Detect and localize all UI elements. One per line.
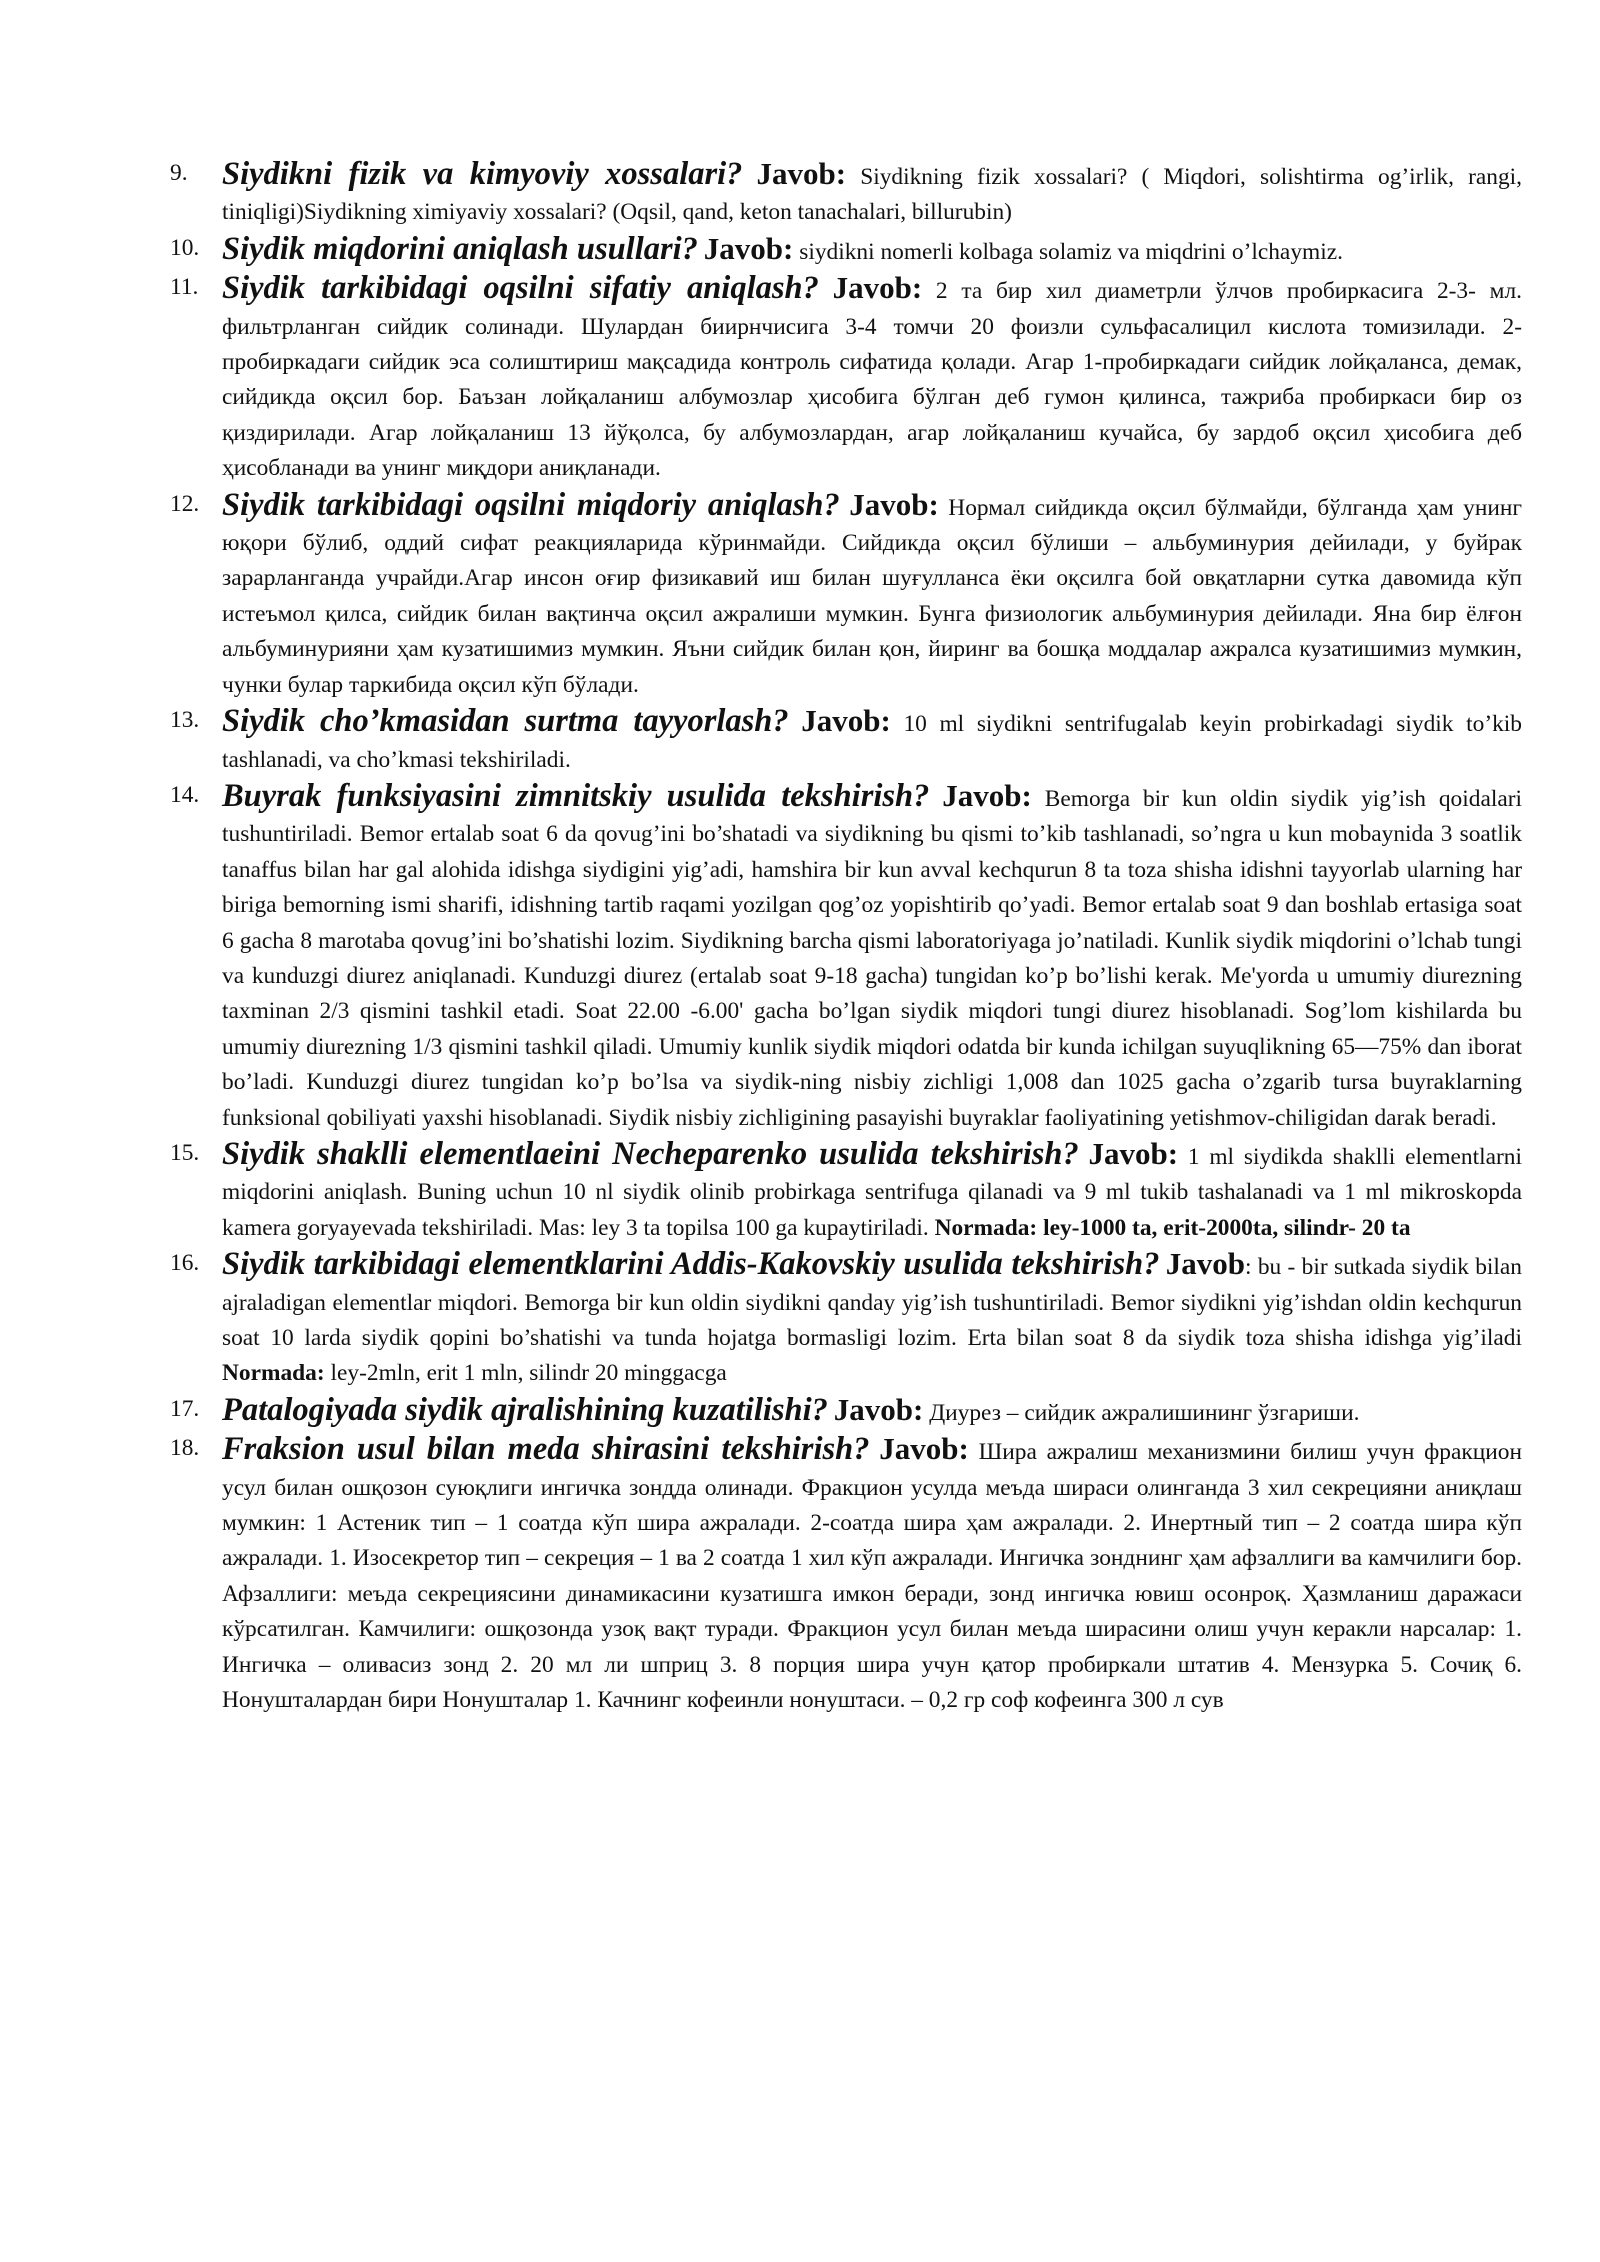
- item-number: 10.: [170, 234, 200, 261]
- item-number: 16.: [170, 1250, 200, 1277]
- answer-label: Javob:: [879, 1431, 969, 1467]
- list-item: [170, 156, 1522, 231]
- item-number: 17.: [170, 1395, 200, 1422]
- question-title: Fraksion usul bilan meda shirasini tekshirish?: [222, 1431, 870, 1468]
- question-title: Siydik shaklli elementlaeini Necheparenko usulida tekshirish?: [222, 1135, 1079, 1172]
- list-item: [170, 1136, 1522, 1246]
- answer-text: 10 ml siydikni sentrifugalab keyin probirkadagi siydik to’kib tashlanadi, va cho’kmasi tekshiriladi.: [222, 711, 1522, 773]
- question-title: Siydik cho’kmasidan surtma tayyorlash?: [222, 703, 789, 740]
- answer-text: Шира ажралиш механизмини билиш учун фракцион усул билан ошқозон суюқлиги ингичка зондда олинади. Фракцион усулда меъда шираси олинганда 3 хил секрецияни аниқлаш мумкин: 1 Астеник тип – 1 соатда кўп шира ажралади. 2-соатда шира ҳам ажралади. 2. Инертный тип – 2 соатда шира кўп ажралади. 1. Изосекретор тип – секреция – 1 ва 2 соатда 1 хил кўп ажралади. Ингичка зонднинг ҳам афзаллиги ва камчилиги бор. Афзаллиги: меъда секрециясини динамикасини кузатишга имкон беради, зонд ингичка ювиш осонроқ. Ҳазмланиш даражаси кўрсатилган. Камчилиги: ошқозонда узоқ вақт туради. Фракцион усул билан меъда ширасини олиш учун керакли нарсалар: 1. Ингичка – оливасиз зонд 2. 20 мл ли шприц 3. 8 порция шира учун қатор пробиркали штатив 4. Мензурка 5. Сочиқ 6. Нонушталардан бири Нонушталар 1. Качнинг кофеинли нонуштаси. – 0,2 гр соф кофеинга 300 л сув: [222, 1439, 1522, 1714]
- answer-label: Javob:: [1088, 1135, 1179, 1171]
- answer-label: Javob:: [801, 703, 891, 739]
- question-title: Siydik miqdorini aniqlash usullari?: [222, 230, 698, 267]
- answer-label: Javob:: [942, 777, 1032, 813]
- answer-label: Javob:: [849, 486, 939, 522]
- question-title: Siydikni fizik va kimyoviy xossalari?: [222, 156, 743, 192]
- answer-text: Siydikning fizik xossalari? ( Miqdori, solishtirma og’irlik, rangi, tiniqligi)Siydikning ximiyaviy xossalari? (Oqsil, qand, keton tanachalari, billurubin): [222, 164, 1523, 226]
- answer-text: Bemorga bir kun oldin siydik yig’ish qoidalari tushuntiriladi. Bemor ertalab soat 6 da qovug’ini bo’shatadi va siydikning bu qismi to’kib tashlanadi, so’ngra u kun mobaynida 3 soatlik tanaffus bilan har gal alohida idishga siydigini yig’adi, hamshira bir kun avval kechqurun 8 ta toza shisha idishni tayyorlab ularning har biriga bemorning ismi sharifi, idishning tartib raqami yozilgan qog’oz yopishtirib qo’yadi. Bemor ertalab soat 9 dan boshlab ertasiga soat 6 gacha 8 marotaba qovug’ini bo’shatishi lozim. Siydikning barcha qismi laboratoriyaga jo’natiladi. Kunlik siydik miqdorini o’lchab tungi va kunduzgi diurez aniqlanadi. Kunduzgi diurez (ertalab soat 9-18 gacha) tungidan ko’p bo’lishi kerak. Me'yorda u umumiy diurezning taxminan 2/3 qismini tashkil etadi. Soat 22.00 -6.00' gacha bo’lgan siydik miqdori tungi diurez hisoblanadi. Sog’lom kishilarda bu umumiy diurezning 1/3 qismini tashkil qiladi. Umumiy kunlik siydik miqdori odatda bir kunda ichilgan suyuqlikning 65—75% dan iborat bo’ladi. Kunduzgi diurez tungidan ko’p bo’lsa va siydik-ning nisbiy zichligi 1,008 dan 1025 gacha o’zgarib tursa buyraklarning funksional qobiliyati yaxshi hisoblanadi. Siydik nisbiy zichligining pasayishi buyraklar faoliyatining yetishmov-chiligidan darak beradi.: [222, 785, 1522, 1131]
- answer-label: Javob:: [756, 156, 847, 191]
- question-title: Buyrak funksiyasini zimnitskiy usulida tekshirish?: [222, 777, 930, 814]
- question-title: Siydik tarkibidagi oqsilni sifatiy aniqlash?: [222, 270, 819, 307]
- list-item: [170, 270, 1522, 486]
- question-title: Siydik tarkibidagi oqsilni miqdoriy aniqlash?: [222, 486, 840, 523]
- norm-text: ley-2mln, erit 1 mln, silindr 20 minggacga: [330, 1360, 727, 1387]
- norm-values: Normada: ley-1000 ta, erit-2000ta, silindr- 20 ta: [934, 1214, 1411, 1241]
- list-item: [170, 231, 1522, 270]
- question-list: [170, 156, 1522, 1718]
- list-item: [170, 1431, 1522, 1718]
- answer-label: Javob:: [833, 1391, 924, 1427]
- list-item: [170, 1392, 1522, 1431]
- item-number: 15.: [170, 1139, 200, 1166]
- answer-text: siydikni nomerli kolbaga solamiz va miqdrini o’lchaymiz.: [799, 238, 1343, 265]
- answer-text: 1 ml siydikda shaklli elementlarni miqdorini aniqlash. Buning uchun 10 nl siydik olinib probirkaga sentrifuga qilanadi va 9 ml tukib tashalanadi va 1 ml mikroskopda kamera goryayevada tekshiriladi. Mas: ley 3 ta topilsa 100 ga kupaytiriladi.: [222, 1143, 1522, 1241]
- item-number: 12.: [170, 490, 200, 517]
- item-number: 11.: [170, 274, 199, 301]
- answer-text: 2 та бир хил диаметрли ўлчов пробиркасига 2-3- мл. фильтрланган сийдик солинади. Шулардан биирнчисига 3-4 томчи 20 фоизли сульфасалицил кислота томизилади. 2-пробиркадаги сийдик эса солиштириш мақсадида контроль сифатида қолади. Агар 1-пробиркадаги сийдик лойқаланса, демак, сийдикда оқсил бор. Баъзан лойқаланиш албумозлар ҳисобига бўлган деб гумон қилинса, тажриба пробиркаси бир оз қиздирилади. Агар лойқаланиш 13 йўқолса, бу албумозлардан, агар лойқаланиш кучайса, бу зардоб оқсил ҳисобига деб ҳисобланади ва унинг миқдори аниқланади.: [222, 278, 1522, 482]
- list-item: [170, 487, 1522, 703]
- item-number: 14.: [170, 781, 200, 808]
- item-number: 13.: [170, 707, 200, 734]
- list-item: [170, 778, 1522, 1136]
- answer-label: Javob:: [703, 230, 794, 266]
- norm-label: Normada:: [222, 1360, 325, 1387]
- question-title: Patalogiyada siydik ajralishining kuzatilishi?: [222, 1391, 828, 1428]
- item-number: 9.: [170, 160, 188, 186]
- answer-label: Javob:: [832, 270, 923, 306]
- list-item: [170, 1246, 1522, 1392]
- answer-text: Диурез – сийдик ажралишининг ўзгариши.: [929, 1399, 1360, 1426]
- question-title: Siydik tarkibidagi elementklarini Addis-Kakovskiy usulida tekshirish?: [222, 1246, 1160, 1283]
- answer-text: Нормал сийдикда оқсил бўлмайди, бўлганда ҳам унинг юқори бўлиб, оддий сифат реакцияларида кўринмайди. Сийдикда оқсил бўлиши – альбуминурия дейилади, у буйрак зарарланганда учрайди.Агар инсон оғир физикавий иш билан шуғулланса ёки оқсилга бой овқатларни сутка давомида кўп истеъмол қилса, сийдик билан вақтинча оқсил ажралиши мумкин. Бунга физиологик альбуминурия дейилади. Яна бир ёлғон альбуминурияни ҳам кузатишимиз мумкин. Яъни сийдик билан қон, йиринг ва бошқа моддалар ажралса кузатишимиз мумкин, чунки булар таркибида оқсил кўп бўлади.: [222, 494, 1523, 698]
- item-number: 18.: [170, 1435, 200, 1462]
- answer-label: Javob: [1165, 1246, 1246, 1282]
- answer-text: : bu - bir sutkada siydik bilan ajraladigan elementlar miqdori. Bemorga bir kun oldin siydikni qanday yig’ish tushuntiriladi. Bemor siydikni yig’ishdan oldin kechqurun soat 10 larda siydik qopini bo’shatishi va tunda hojatga bormasligi lozim. Erta bilan soat 8 da siydik toza shisha idishga yig’iladi: [222, 1254, 1523, 1351]
- list-item: [170, 703, 1522, 778]
